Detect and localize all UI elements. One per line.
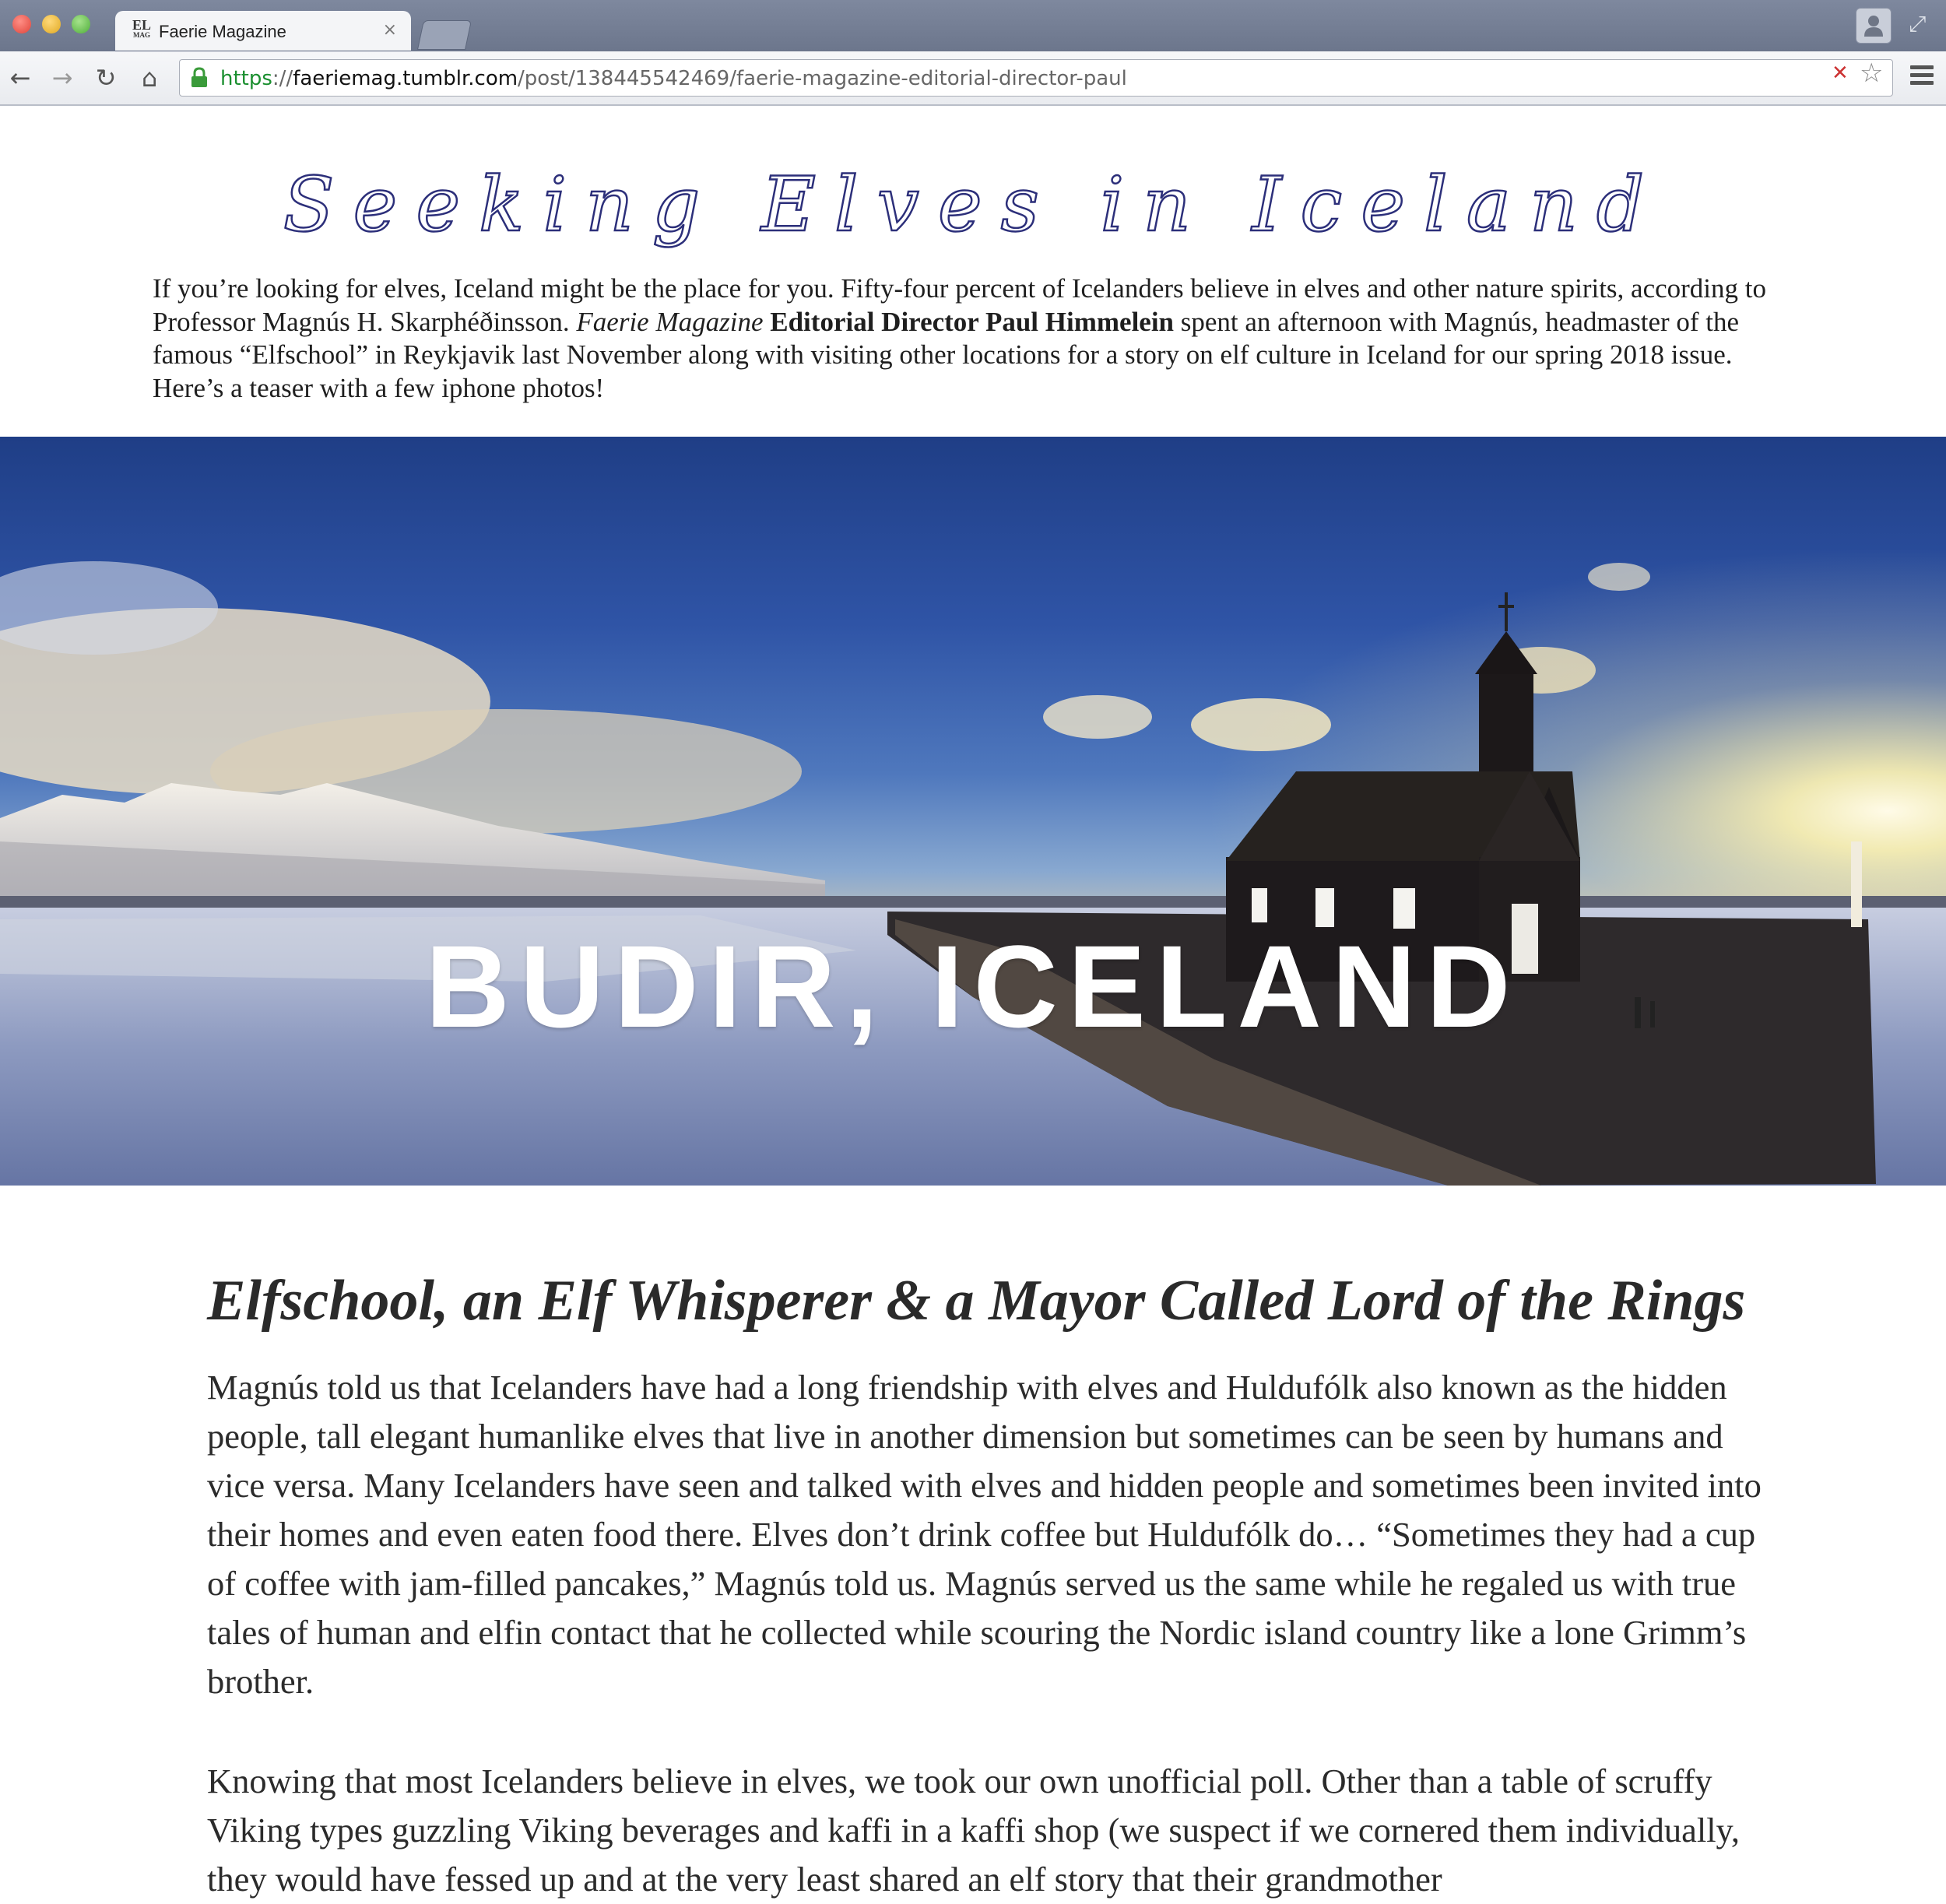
- tab-title: Faerie Magazine: [159, 22, 286, 41]
- reload-icon[interactable]: ↻: [95, 63, 117, 93]
- page-content: [0, 106, 1946, 1899]
- url-text[interactable]: https://faeriemag.tumblr.com/post/138445542469/faerie-magazine-editorial-director-paul: [220, 67, 1127, 90]
- svg-text:Seeking Elves in Iceland: Seeking Elves in Iceland: [283, 161, 1663, 248]
- faerie-mag-favicon-icon: EL MAG: [132, 17, 151, 39]
- iceland-church-landscape: [0, 437, 1946, 1186]
- zoom-window-button[interactable]: [72, 15, 90, 33]
- browser-toolbar: [0, 51, 1946, 106]
- home-icon[interactable]: ⌂: [141, 63, 158, 93]
- fullscreen-icon[interactable]: ⤢: [1909, 11, 1927, 37]
- intro-paragraph: If you’re looking for elves, Iceland might be the place for you. Fifty-four percent of Icelanders believe in elves and other nature spirits, according to Professor Magnús H. Skarphéðinsson. Faerie Magazine Editorial Director Paul Himmelein spent an afternoon with Magnús, headmaster of the famous “Elfschool” in Reykjavik last November along with visiting other locations for a story on elf culture in Iceland for our spring 2018 issue. Here’s a teaser with a few iphone photos!: [153, 273, 1766, 403]
- article-heading: Elfschool, an Elf Whisperer & a Mayor Called Lord of the Rings: [207, 1268, 1746, 1333]
- director-name: Editorial Director Paul Himmelein: [770, 306, 1175, 337]
- new-tab-button[interactable]: [417, 20, 472, 50]
- bookmark-star-icon[interactable]: ☆: [1860, 58, 1884, 89]
- window-titlebar: [0, 0, 1946, 51]
- minimize-window-button[interactable]: [42, 15, 61, 33]
- hero-caption: BUDIR, ICELAND: [425, 921, 1521, 1052]
- forward-arrow-icon[interactable]: →: [51, 63, 73, 93]
- menu-hamburger-icon[interactable]: [1910, 65, 1934, 89]
- person-icon: [1863, 13, 1885, 38]
- close-window-button[interactable]: [12, 15, 31, 33]
- lock-icon: [189, 67, 209, 89]
- hero-photo: [0, 437, 1946, 1186]
- address-bar[interactable]: [179, 59, 1893, 97]
- plugin-blocked-icon[interactable]: ✕: [1832, 61, 1849, 85]
- handwritten-title: [283, 153, 1663, 254]
- body-paragraph: Magnús told us that Icelanders have had a long friendship with elves and Huldufólk also known as the hidden people, tall elegant humanlike elves that live in another dimension but sometimes can be seen by humans and vice versa. Many Icelanders have seen and talked with elves and hidden people and sometimes been invited into their homes and even eaten food there. Elves don’t drink coffee but Huldufólk do… “Sometimes they had a cup of coffee with jam-filled pancakes,” Magnús told us. Magnús served us the same while he regaled us with true tales of human and elfin contact that he collected while scouring the Nordic island country like a lone Grimm’s brother.: [207, 1367, 1762, 1701]
- profile-button[interactable]: [1856, 8, 1892, 44]
- back-arrow-icon[interactable]: ←: [9, 63, 31, 93]
- page-title: [0, 153, 1946, 254]
- tab-close-icon[interactable]: ×: [382, 20, 397, 40]
- tab-faerie-magazine[interactable]: [115, 11, 411, 51]
- magazine-name: Faerie Magazine: [576, 306, 764, 337]
- body-paragraph: Knowing that most Icelanders believe in elves, we took our own unofficial poll. Other than a table of scruffy Viking types guzzling Viking beverages and kaffi in a kaffi shop (we suspect if we cornered them individually, they would have fessed up and at the very least shared an elf story that their grandmother: [207, 1761, 1741, 1899]
